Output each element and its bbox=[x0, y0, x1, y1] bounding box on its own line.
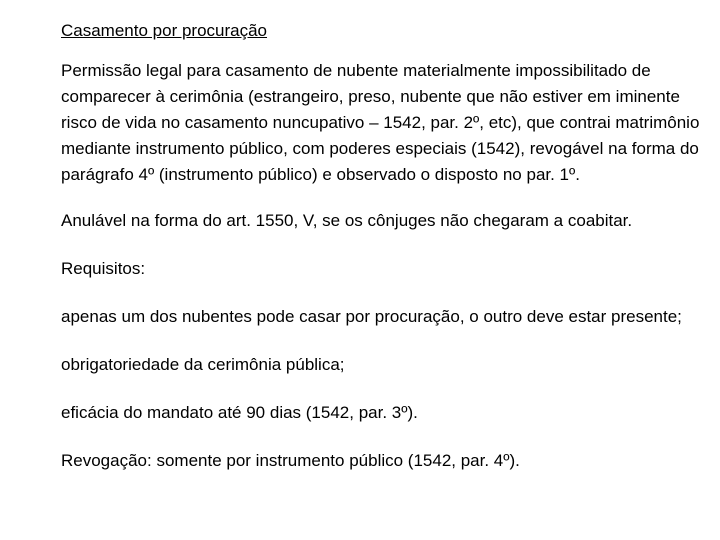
paragraph-definition: Permissão legal para casamento de nubente materialmente impossibilitado de comparecer à cerimônia (estrangeiro, preso, nubente que não estiver em iminente risco de vida no casamento nuncupativo – 1542, par. 2º, etc), que contrai matrimônio mediante instrumento público, com poderes especiais (1542), revogável na forma do parágrafo 4º (instrumento público) e observado o disposto no par. 1º. bbox=[61, 61, 700, 184]
paragraph-requirements-heading: Requisitos: bbox=[61, 259, 146, 278]
slide-content bbox=[61, 18, 701, 496]
page-title: Casamento por procuração bbox=[61, 21, 268, 40]
paragraph-revocation: Revogação: somente por instrumento público (1542, par. 4º). bbox=[61, 451, 520, 470]
paragraph-requirement-mandate-validity: eficácia do mandato até 90 dias (1542, par. 3º). bbox=[61, 403, 418, 422]
paragraph-requirement-one-party: apenas um dos nubentes pode casar por procuração, o outro deve estar presente; bbox=[61, 307, 682, 326]
paragraph-requirement-public-ceremony: obrigatoriedade da cerimônia pública; bbox=[61, 355, 345, 374]
paragraph-annulment: Anulável na forma do art. 1550, V, se os cônjuges não chegaram a coabitar. bbox=[61, 211, 633, 230]
